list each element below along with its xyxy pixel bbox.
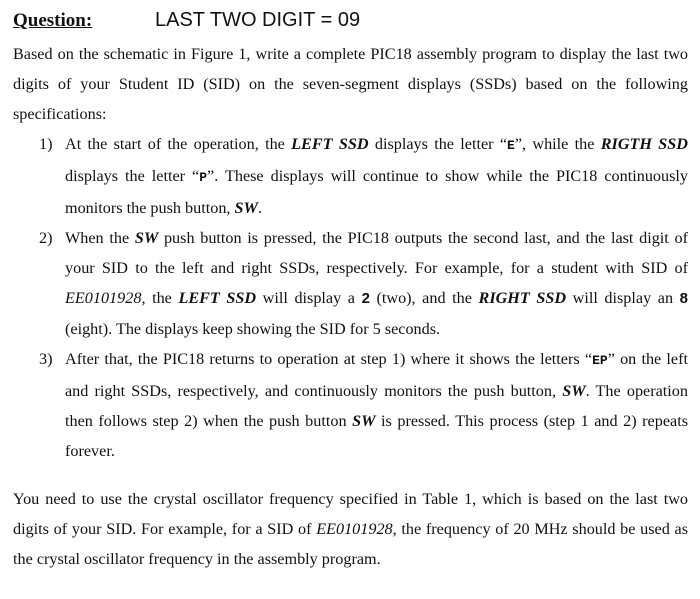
step-text: After that, the PIC18 returns to operation at step 1) where it shows the letters “ bbox=[65, 350, 593, 368]
step-number: 3) bbox=[39, 350, 53, 368]
closing-text: You need to use the crystal oscillator frequency specified in Table 1, which is based on the last two digits of your SID. For example, for a SID of bbox=[13, 490, 688, 538]
step-text: (two), and the bbox=[369, 289, 479, 307]
example-sid: EE0101928 bbox=[316, 520, 393, 538]
step-text: displays the letter “ bbox=[65, 167, 200, 185]
digit-two: 2 bbox=[361, 290, 370, 307]
specification-list bbox=[13, 129, 688, 466]
step-text: will display an bbox=[566, 289, 680, 307]
digit-eight: 8 bbox=[679, 290, 688, 307]
step-1 bbox=[13, 129, 688, 223]
question-label: Question: bbox=[13, 10, 93, 31]
question-header bbox=[13, 6, 688, 38]
step-text: ”. These displays will continue to show while the PIC18 continuously monitors the push button, bbox=[65, 167, 688, 217]
intro-paragraph: Based on the schematic in Figure 1, write a complete PIC18 assembly program to display the last two digits of your Student ID (SID) on the seven-segment displays (SSDs) based on the following specifications: bbox=[13, 45, 688, 123]
sw-term: SW bbox=[134, 229, 159, 247]
step-text: ” on the left and right SSDs, respectively, and continuously monitors the push button, bbox=[65, 350, 689, 400]
right-ssd-term: RIGHT SSD bbox=[478, 289, 567, 307]
letter-p: P bbox=[199, 170, 208, 185]
left-ssd-term: LEFT SSD bbox=[178, 289, 257, 307]
sw-term: SW bbox=[234, 199, 258, 217]
last-two-digit-title: LAST TWO DIGIT = 09 bbox=[155, 9, 361, 31]
step-2 bbox=[13, 223, 688, 344]
right-ssd-term: RIGTH SSD bbox=[600, 135, 688, 153]
closing-text: , the frequency of 20 MHz should be used as the crystal oscillator frequency in the assembly program. bbox=[13, 520, 688, 568]
step-text: (eight). The displays keep showing the SID for 5 seconds. bbox=[65, 320, 441, 338]
step-text: At the start of the operation, the bbox=[65, 135, 292, 153]
step-3 bbox=[13, 344, 688, 466]
sw-term: SW bbox=[352, 412, 376, 430]
step-text: When the bbox=[65, 229, 135, 247]
left-ssd-term: LEFT SSD bbox=[291, 135, 369, 153]
letters-ep: EP bbox=[592, 353, 608, 368]
step-text: will display a bbox=[256, 289, 362, 307]
step-text: . The operation then follows step 2) when the push button bbox=[65, 382, 688, 430]
step-number: 2) bbox=[39, 229, 53, 247]
example-sid: EE0101928 bbox=[65, 289, 142, 307]
step-text: ”, while the bbox=[514, 135, 601, 153]
spacer bbox=[13, 466, 688, 484]
step-text: displays the letter “ bbox=[368, 135, 508, 153]
step-number: 1) bbox=[39, 135, 53, 153]
step-text: , the bbox=[141, 289, 179, 307]
step-text: is pressed. This process (step 1 and 2) repeats forever. bbox=[65, 412, 688, 460]
sw-term: SW bbox=[562, 382, 586, 400]
step-text: . bbox=[257, 199, 262, 217]
letter-e: E bbox=[507, 138, 515, 153]
closing-paragraph bbox=[13, 484, 688, 574]
step-text: push button is pressed, the PIC18 outputs the second last, and the last digit of your SID to the left and right SSDs, respectively. For example, for a student with SID of bbox=[65, 229, 688, 277]
